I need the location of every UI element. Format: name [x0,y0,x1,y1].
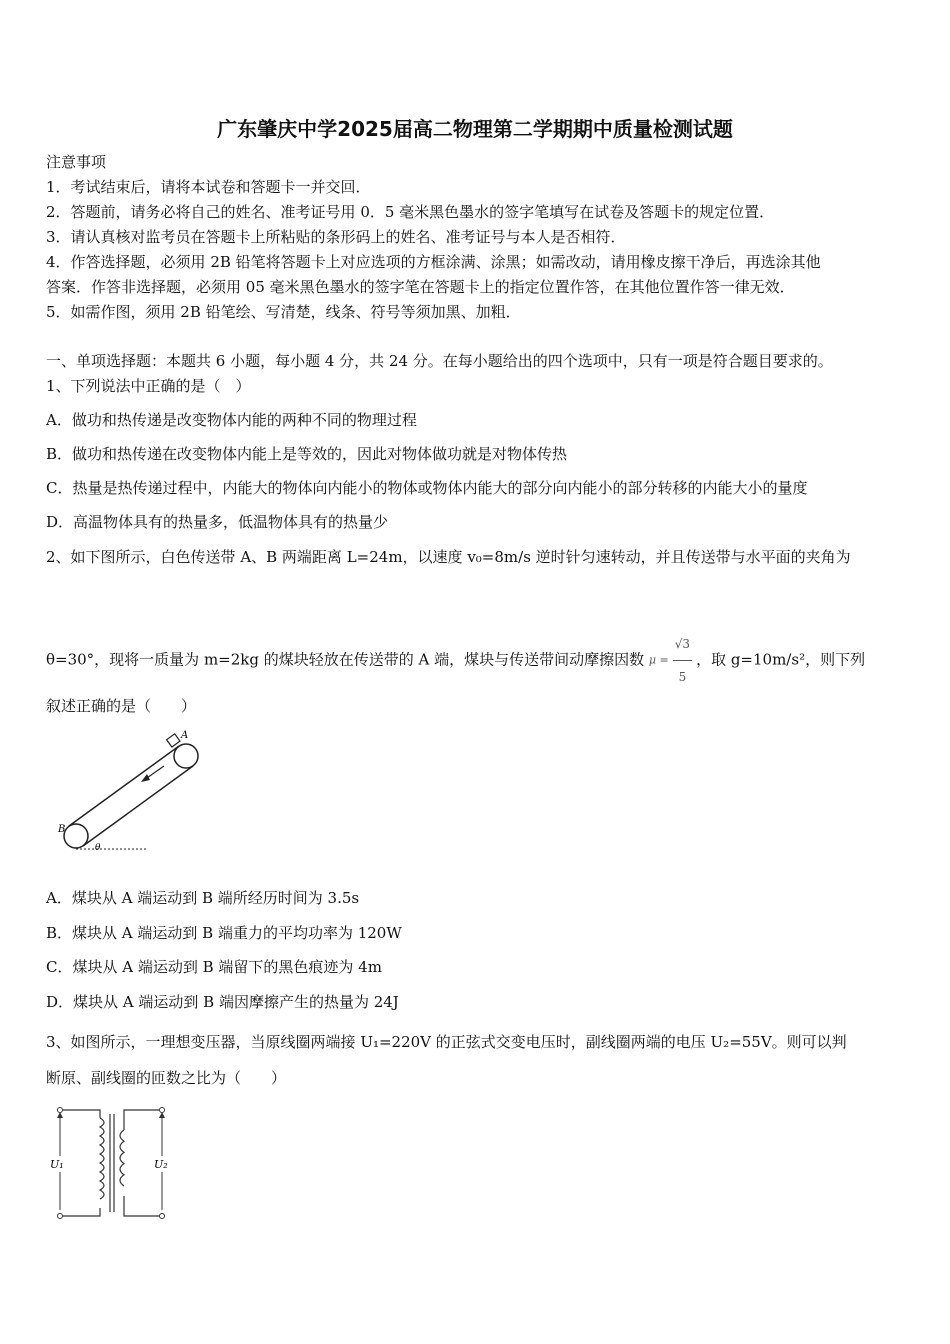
notice-item: 5．如需作图，须用 2B 铅笔绘、写清楚，线条、符号等须加黑、加粗． [46,303,521,321]
notice-item: 答案．作答非选择题，必须用 05 毫米黑色墨水的签字笔在答题卡上的指定位置作答，在其他位置作答一律无效． [46,278,795,296]
q1-option-d: D．高温物体具有的热量多，低温物体具有的热量少 [46,513,389,531]
q1-option-a: A．做功和热传递是改变物体内能的两种不同的物理过程 [46,411,417,429]
notice-item: 1．考试结束后，请将本试卷和答题卡一并交回． [46,178,371,196]
notice-heading: 注意事项 [46,153,107,171]
label-a: A [181,730,189,741]
q2-option-a: A．煤块从 A 端运动到 B 端所经历时间为 3.5s [46,889,360,907]
label-u1: U₁ [50,1158,64,1171]
mu-symbol: μ = [648,653,669,667]
transformer-figure [46,1100,176,1225]
label-u2: U₂ [154,1158,168,1171]
q2-stem-line2b: ，取 g=10m/s²，则下列 [696,650,866,669]
q2-stem-line3: 叙述正确的是（ ） [46,697,197,715]
section-heading: 一、单项选择题：本题共 6 小题，每小题 4 分，共 24 分。在每小题给出的四个选项中，只有一项是符合题目要求的。 [46,352,833,370]
page-title: 广东肇庆中学2025届高二物理第二学期期中质量检测试题 [217,117,733,141]
q2-stem-line2 [46,628,865,693]
q2-option-b: B．煤块从 A 端运动到 B 端重力的平均功率为 120W [46,924,402,942]
q2-option-d: D．煤块从 A 端运动到 B 端因摩擦产生的热量为 24J [46,993,399,1011]
label-b: B [58,824,66,835]
q2-stem-line2a: θ=30°，现将一质量为 m=2kg 的煤块轻放在传送带的 A 端，煤块与传送带间动摩擦因数 [46,650,645,669]
q1-option-c: C．热量是热传递过程中，内能大的物体向内能小的物体或物体内能大的部分向内能小的部分转移的内能大小的量度 [46,479,808,497]
q1-option-b: B．做功和热传递在改变物体内能上是等效的，因此对物体做功就是对物体传热 [46,445,568,463]
conveyor-belt-figure [46,728,221,860]
q1-stem: 1、下列说法中正确的是（ ） [46,377,251,395]
q3-stem-line1: 3、如图所示，一理想变压器，当原线圈两端接 U₁=220V 的正弦式交变电压时，副线圈两端的电压 U₂=55V。则可以判 [46,1033,847,1051]
notice-item: 4．作答选择题，必须用 2B 铅笔将答题卡上对应选项的方框涂满、涂黑；如需改动，请用橡皮擦干净后，再选涂其他 [46,253,821,271]
mu-fraction [673,628,692,693]
q3-stem-line2: 断原、副线圈的匝数之比为（ ） [46,1069,287,1087]
notice-item: 2．答题前，请务必将自己的姓名、准考证号用 0．5 毫米黑色墨水的签字笔填写在试卷及答题卡的规定位置． [46,203,775,221]
q2-option-c: C．煤块从 A 端运动到 B 端留下的黑色痕迹为 4m [46,958,382,976]
q2-stem-line1: 2、如下图所示，白色传送带 A、B 两端距离 L=24m，以速度 v₀=8m/s 逆时针匀速转动，并且传送带与水平面的夹角为 [46,548,851,566]
fraction-denominator: 5 [678,670,687,684]
label-theta: θ [95,843,101,853]
notice-item: 3．请认真核对监考员在答题卡上所粘贴的条形码上的姓名、准考证号与本人是否相符． [46,228,626,246]
fraction-numerator: √3 [673,628,692,661]
